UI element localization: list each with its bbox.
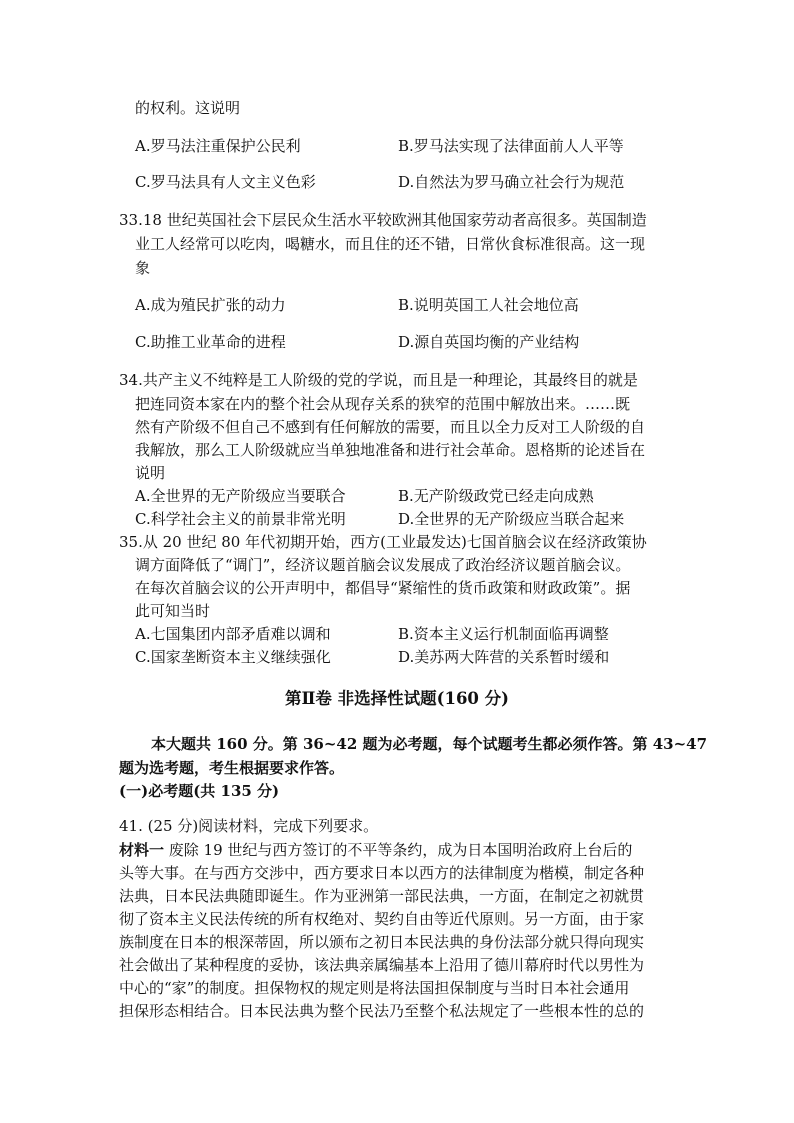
q41-line-7: 中心的“家”的制度。担保物权的规定则是将法国担保制度与当时日本社会通用 <box>119 979 630 997</box>
q33-option-d: D.源自英国均衡的产业结构 <box>398 333 580 351</box>
q35-option-c: C.国家垄断资本主义继续强化 <box>135 648 331 666</box>
q35-option-a: A.七国集团内部矛盾难以调和 <box>135 625 331 643</box>
section-title: 第Ⅱ卷 非选择性试题(160 分) <box>285 689 509 708</box>
q33-line-3: 象 <box>135 259 151 277</box>
q35-option-d: D.美苏两大阵营的关系暂时缓和 <box>398 648 610 666</box>
q33-option-a: A.成为殖民扩张的动力 <box>135 296 286 314</box>
q41-line-1-text: 废除 19 世纪与西方签订的不平等条约，成为日本国明治政府上台后的 <box>164 841 633 859</box>
q32-option-c: C.罗马法具有人文主义色彩 <box>135 173 316 191</box>
q41-header: 41. (25 分)阅读材料，完成下列要求。 <box>119 817 379 835</box>
q33-line-1: 33.18 世纪英国社会下层民众生活水平较欧洲其他国家劳动者高很多。英国制造 <box>119 211 647 229</box>
q33-option-b: B.说明英国工人社会地位高 <box>398 296 579 314</box>
q35-line-4: 此可知当时 <box>135 602 211 620</box>
q41-line-5: 族制度在日本的根深蒂固，所以颁布之初日本民法典的身份法部分就只得向现实 <box>119 933 645 951</box>
section-intro-line-1: 本大题共 160 分。第 36~42 题为必考题，每个试题考生都必须作答。第 43~47 <box>151 735 708 753</box>
q32-option-d: D.自然法为罗马确立社会行为规范 <box>398 173 625 191</box>
q35-option-b: B.资本主义运行机制面临再调整 <box>398 625 609 643</box>
q41-line-2: 头等大事。在与西方交涉中，西方要求日本以西方的法律制度为楷模，制定各种 <box>119 864 645 882</box>
q34-option-c: C.科学社会主义的前景非常光明 <box>135 510 346 528</box>
q32-option-a: A.罗马法注重保护公民利 <box>135 137 301 155</box>
q41-line-4: 彻了资本主义民法传统的所有权绝对、契约自由等近代原则。另一方面，由于家 <box>119 910 645 928</box>
q34-line-5: 说明 <box>135 464 166 482</box>
q35-line-1: 35.从 20 世纪 80 年代初期开始，西方(工业最发达)七国首脑会议在经济政策协 <box>119 533 647 551</box>
q41-line-6: 社会做出了某种程度的妥协，该法典亲属编基本上沿用了德川幕府时代以男性为 <box>119 956 645 974</box>
q41-line-8: 担保形态相结合。日本民法典为整个民法乃至整个私法规定了一些根本性的总的 <box>119 1002 645 1020</box>
q34-line-1: 34.共产主义不纯粹是工人阶级的党的学说，而且是一种理论，其最终目的就是 <box>119 371 638 389</box>
section-intro-line-2: 题为选考题，考生根据要求作答。 <box>119 759 345 777</box>
q34-option-b: B.无产阶级政党已经走向成熟 <box>398 487 594 505</box>
q41-line-1 <box>119 839 632 861</box>
q35-line-3: 在每次首脑会议的公开声明中，都倡导“紧缩性的货币政策和财政政策”。据 <box>135 579 631 597</box>
q35-line-2: 调方面降低了“调门”，经济议题首脑会议发展成了政治经济议题首脑会议。 <box>135 556 631 574</box>
q34-option-a: A.全世界的无产阶级应当要联合 <box>135 487 346 505</box>
q33-line-2: 业工人经常可以吃肉，喝糖水，而且住的还不错，日常伙食标准很高。这一现 <box>135 235 646 253</box>
q34-line-3: 然有产阶级不但自己不感到有任何解放的需要，而且以全力反对工人阶级的自 <box>135 418 646 436</box>
q32-tail: 的权利。这说明 <box>135 99 241 117</box>
q41-material-label: 材料一 <box>119 841 165 859</box>
q34-line-2: 把连同资本家在内的整个社会从现存关系的狭窄的范围中解放出来。……既 <box>135 395 631 413</box>
q34-option-d: D.全世界的无产阶级应当联合起来 <box>398 510 625 528</box>
q32-option-b: B.罗马法实现了法律面前人人平等 <box>398 137 624 155</box>
q34-line-4: 我解放，那么工人阶级就应当单独地准备和进行社会革命。恩格斯的论述旨在 <box>135 441 646 459</box>
q33-option-c: C.助推工业革命的进程 <box>135 333 286 351</box>
section-subheading: (一)必考题(共 135 分) <box>119 782 280 800</box>
q41-line-3: 法典，日本民法典随即诞生。作为亚洲第一部民法典，一方面，在制定之初就贯 <box>119 887 645 905</box>
